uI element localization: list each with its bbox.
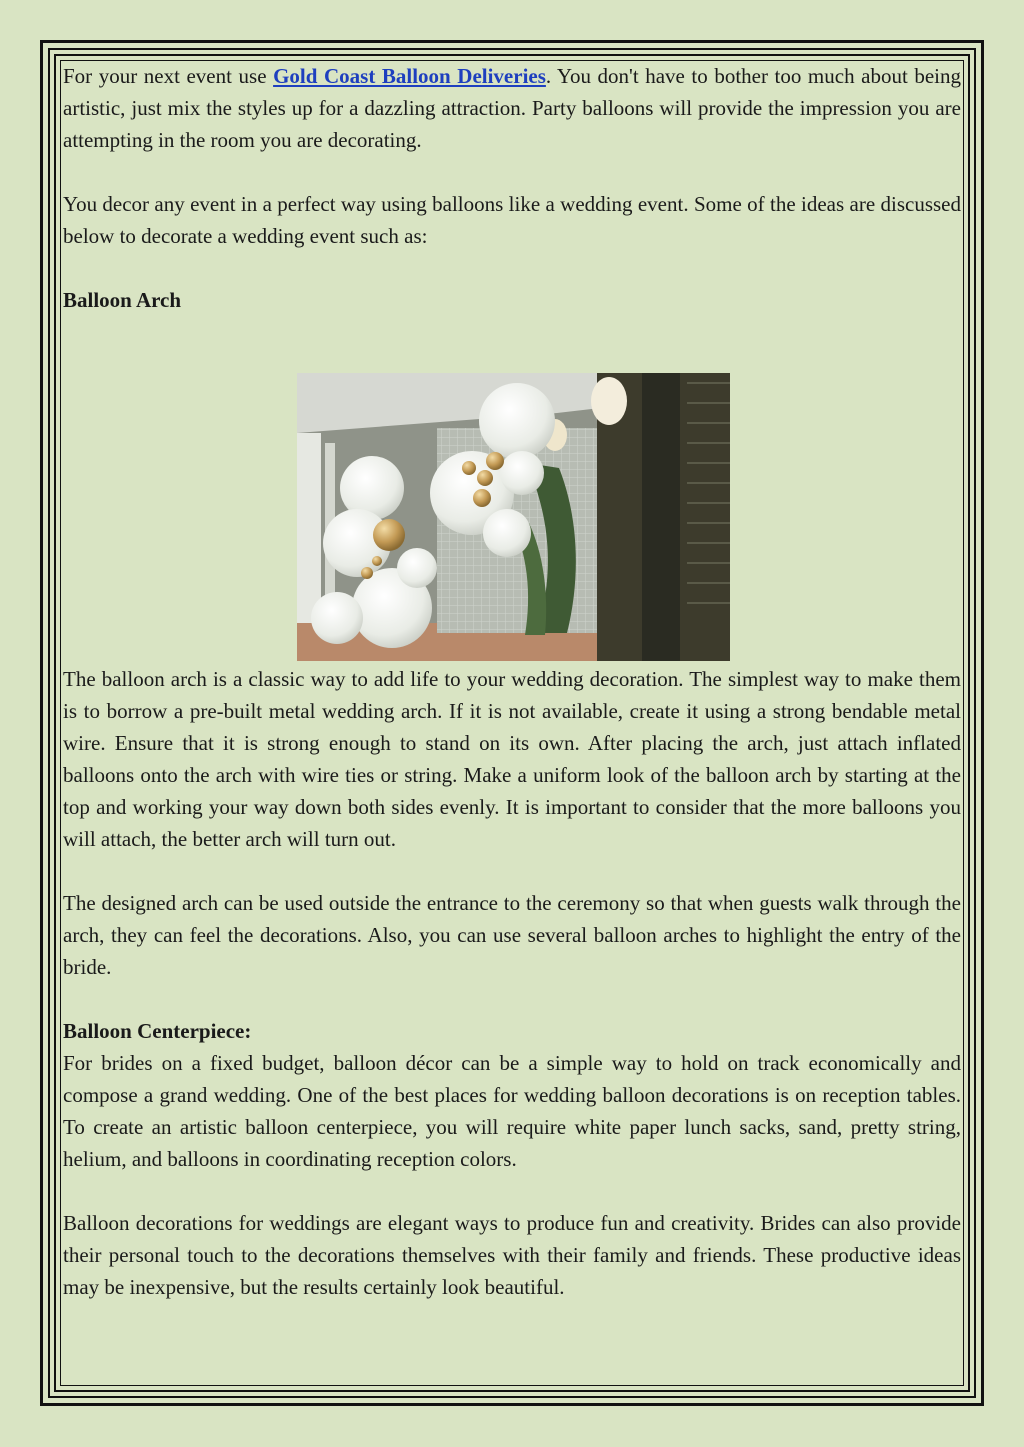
balloon-centerpiece-paragraph-2: Balloon decorations for weddings are elegant ways to produce fun and creativity. Brides can also provide their personal touch to the decorations themselves with their family and friends. These productive ideas may be inexpensive, but the results certainly look beautiful. — [63, 1211, 961, 1299]
balloon-centerpiece-paragraph-1: For brides on a fixed budget, balloon décor can be a simple way to hold on track economically and compose a grand wedding. One of the best places for wedding balloon decorations is on reception tables. To create an artistic balloon centerpiece, you will require white paper lunch sacks, sand, pretty string, helium, and balloons in coordinating reception colors. — [63, 1051, 961, 1171]
balloon-arch-photo — [297, 373, 730, 661]
balloon-centerpiece-heading: Balloon Centerpiece: — [63, 1019, 252, 1043]
intro-paragraph: For your next event use Gold Coast Balloon Deliveries. You don't have to bother too much about being artistic, just mix the styles up for a dazzling attraction. Party balloons will provide the impression you are attempting in the room you are decorating. — [63, 64, 961, 152]
balloon-arch-paragraph-1: The balloon arch is a classic way to add life to your wedding decoration. The simplest way to make them is to borrow a pre-built metal wedding arch. If it is not available, create it using a strong bendable metal wire. Ensure that it is strong enough to stand on its own. After placing the arch, just attach inflated balloons onto the arch with wire ties or string. Make a uniform look of the balloon arch by starting at the top and working your way down both sides evenly. It is important to consider that the more balloons you will attach, the better arch will turn out. — [63, 667, 961, 851]
document-body — [63, 60, 961, 1303]
balloon-arch-paragraph-2: The designed arch can be used outside the entrance to the ceremony so that when guests walk through the arch, they can feel the decorations. Also, you can use several balloon arches to highlight the entry of the bride. — [63, 891, 961, 979]
balloon-arch-heading: Balloon Arch — [63, 288, 182, 312]
intro-paragraph-2: You decor any event in a perfect way using balloons like a wedding event. Some of the ideas are discussed below to decorate a wedding event such as: — [63, 192, 961, 248]
gold-coast-balloon-link[interactable]: Gold Coast Balloon Deliveries — [273, 64, 546, 88]
